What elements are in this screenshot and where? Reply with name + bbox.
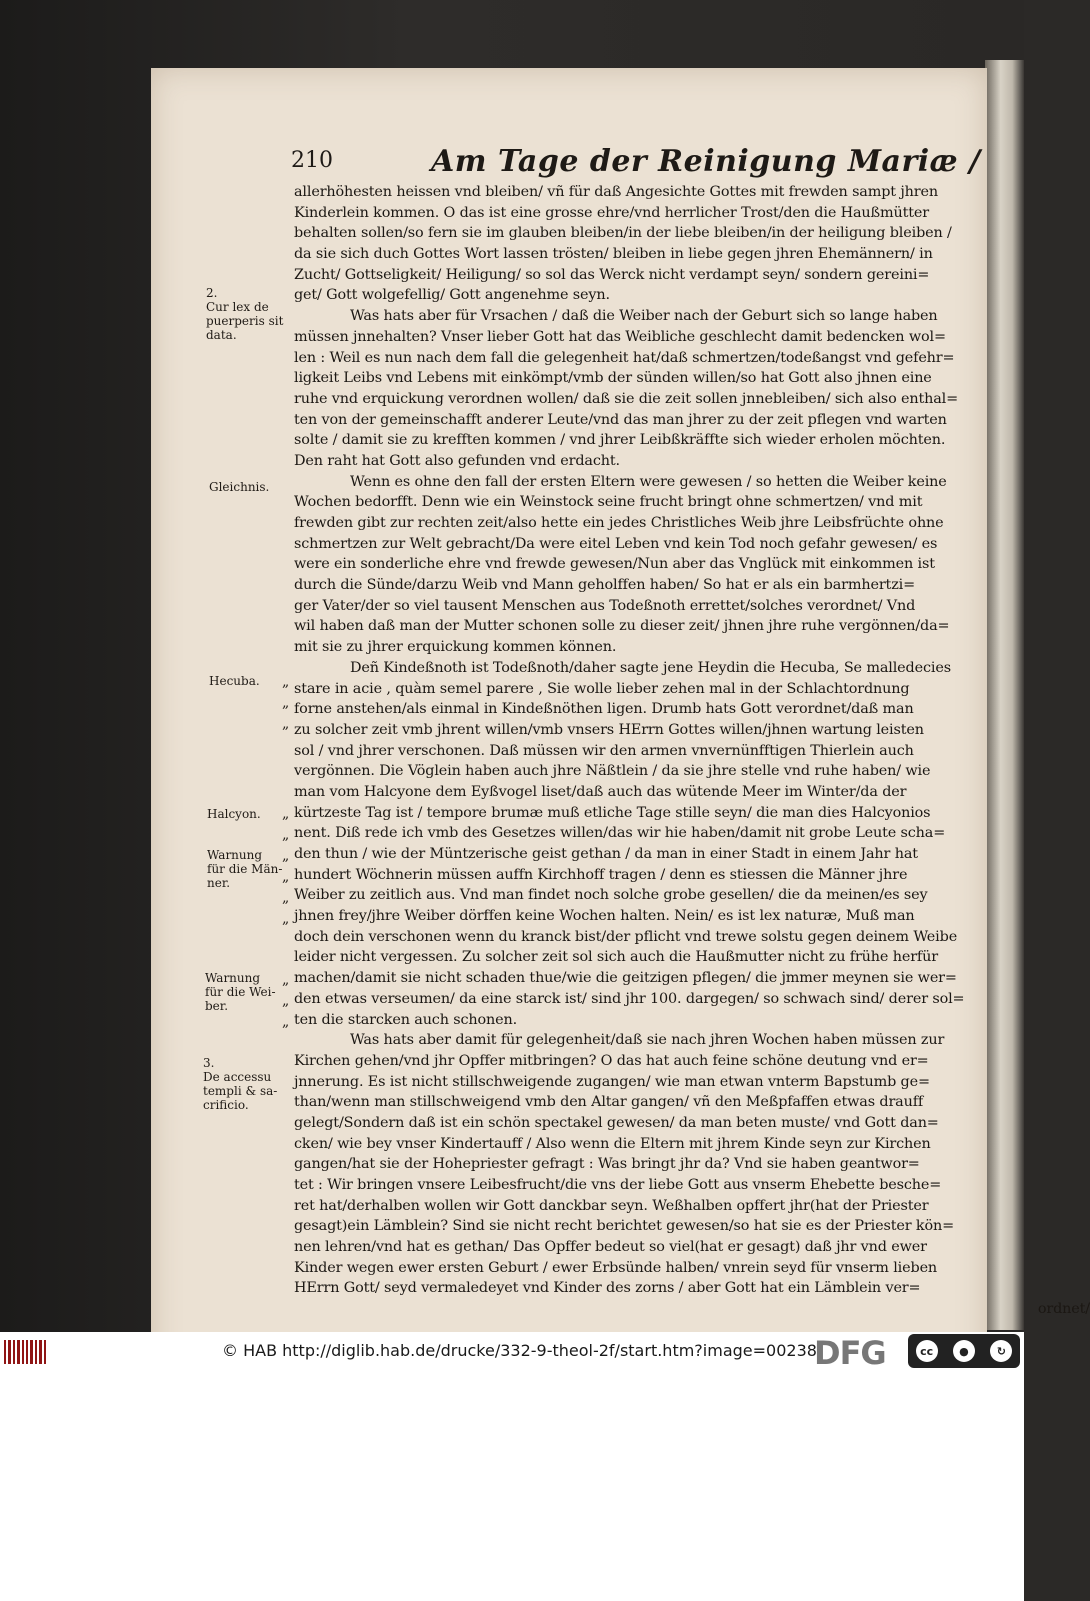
quote-mark: „ <box>282 1014 290 1030</box>
quote-mark: „ <box>282 695 290 711</box>
text-line: allerhöhesten heissen vnd bleiben/ vñ für daß Angesichte Gottes mit frewden sampt jhren <box>294 184 938 200</box>
text-line: len : Weil es nun nach dem fall die gelegenheit hat/daß schmertzen/todeßangst vnd gefehr= <box>294 349 955 366</box>
text-line: ten von der gemeinschafft anderer Leute/vnd das man jhrer zu der zeit pflegen vnd warten <box>294 411 947 428</box>
text-line: vergönnen. Die Vöglein haben auch jhre Näßtlein / da sie jhre stelle vnd ruhe haben/ wie <box>294 763 931 780</box>
text-line: tet : Wir bringen vnsere Leibesfrucht/die vns der liebe Gott aus vnserm Ehebette besche= <box>294 1177 942 1193</box>
quote-mark: „ <box>282 827 290 843</box>
cc-icon: cc <box>916 1340 938 1362</box>
text-line: durch die Sünde/darzu Weib vnd Mann geholffen haben/ So hat er als ein barmhertzi= <box>294 577 915 594</box>
quote-mark: „ <box>282 674 290 690</box>
page-header <box>291 144 991 184</box>
running-title: Am Tage der Reinigung Mariæ / <box>431 144 981 179</box>
text-line: man vom Halcyone dem Eyßvogel liset/daß auch das wütende Meer im Winter/da der <box>294 783 907 800</box>
text-line: ger Vater/der so viel tausent Menschen aus Todeßnoth errettet/solches verordnet/ Vnd <box>294 597 916 614</box>
text-line: zu solcher zeit vmb jhrent willen/vmb vnsers HErrn Gottes willen/jhnen wartung leisten <box>294 721 924 738</box>
quote-mark: „ <box>282 911 290 927</box>
text-line: Den raht hat Gott also gefunden vnd erdacht. <box>294 452 620 469</box>
text-line: ligkeit Leibs vnd Lebens mit einkömpt/vmb der sünden willen/so hat Gott also jhnen eine <box>294 370 932 387</box>
dfg-logo: DFG <box>814 1334 886 1372</box>
text-line: gesagt)ein Lämblein? Sind sie nicht recht berichtet gewesen/so hat sie es der Priester kön= <box>294 1218 954 1235</box>
text-line: doch dein verschonen wenn du kranck bist/der pflicht vnd trewe solstu gegen deinem Weibe <box>294 928 958 945</box>
book-page <box>151 68 1090 1478</box>
page-number: 210 <box>291 148 333 173</box>
text-line: jhnen frey/jhre Weiber dörffen keine Wochen halten. Nein/ es ist lex naturæ, Muß man <box>294 908 915 925</box>
margin-note: Warnung für die Wei- ber. <box>205 971 276 1013</box>
text-line: leider nicht vergessen. Zu solcher zeit sol sich auch die Haußmutter nicht zu frühe herfür <box>294 949 938 966</box>
text-line: kürtzeste Tag ist / tempore brumæ muß etliche Tage stille seyn/ die man dies Halcyonios <box>294 804 931 821</box>
quote-mark: „ <box>282 848 290 864</box>
text-line: gelegt/Sondern daß ist ein schön spectakel gewesen/ da man beten muste/ vnd Gott dan= <box>294 1114 939 1131</box>
text-line: than/wenn man stillschweigend vmb den Altar gangen/ vñ den Meßpfaffen etwas drauff <box>294 1094 924 1111</box>
text-line: sol / vnd jhrer verschonen. Daß müssen wir den armen vnvernünfftigen Thierlein auch <box>294 742 914 759</box>
margin-note: Halcyon. <box>207 807 261 821</box>
text-line: cken/ wie bey vnser Kindertauff / Also wenn die Eltern mit jhrem Kinde seyn zur Kirchen <box>294 1135 931 1152</box>
margin-note: Hecuba. <box>209 674 260 688</box>
margin-note: 2. Cur lex de puerperis sit data. <box>206 286 284 342</box>
text-line: Was hats aber für Vrsachen / daß die Weiber nach der Geburt sich so lange haben <box>350 308 938 325</box>
text-line: Wochen bedorfft. Denn wie ein Weinstock seine frucht bringt ohne schmertzen/ vnd mit <box>294 494 923 511</box>
text-line: hundert Wöchnerin müssen auffn Kirchhoff tragen / denn es stiessen die Männer jhre <box>294 866 908 883</box>
margin-note: Gleichnis. <box>209 480 270 494</box>
text-line: solte / damit sie zu krefften kommen / vnd jhrer Leibßkräffte sich wieder erholen möchten. <box>294 432 946 449</box>
text-line: mit sie zu jhrer erquickung kommen können. <box>294 639 617 656</box>
text-line: forne anstehen/als einmal in Kindeßnöthen ligen. Drumb hats Gott verordnet/daß man <box>294 701 914 718</box>
text-line: den etwas verseumen/ da eine starck ist/ sind jhr 100. dargegen/ so schwach sind/ derer sol= <box>294 990 965 1007</box>
quote-mark: „ <box>282 972 290 988</box>
text-line: jnnerung. Es ist nicht stillschweigende zugangen/ wie man etwan vnterm Bapstumb ge= <box>294 1073 930 1090</box>
margin-note: 3. De accessu templi & sa- crificio. <box>203 1056 278 1112</box>
text-line: behalten sollen/so fern sie im glauben bleiben/in der liebe bleiben/in der heiligung bleiben / <box>294 225 952 242</box>
text-line: wil haben daß man der Mutter schonen solle zu dieser zeit/ jhnen jhre ruhe vergönnen/da= <box>294 618 950 635</box>
quote-mark: „ <box>282 993 290 1009</box>
text-line: frewden gibt zur rechten zeit/also hette ein jedes Christliches Weib jhre Leibsfrüchte ohne <box>294 515 944 531</box>
text-line: nen lehren/vnd hat es gethan/ Das Opffer bedeut so viel(hat er gesagt) daß jhr vnd ewer <box>294 1239 927 1256</box>
text-line: Kinderlein kommen. O das ist eine grosse ehre/vnd herrlicher Trost/den die Haußmütter <box>294 204 929 221</box>
quote-mark: „ <box>282 869 290 885</box>
text-line: müssen jnnehalten? Vnser lieber Gott hat das Weibliche geschlecht damit bedencken wol= <box>294 328 946 345</box>
copyright-link[interactable]: © HAB http://diglib.hab.de/drucke/332-9-theol-2f/start.htm?image=00238 <box>222 1341 817 1360</box>
footer-bar <box>0 1332 1024 1370</box>
quote-mark: „ <box>282 890 290 906</box>
by-icon: ● <box>953 1340 975 1362</box>
hab-logo-icon <box>4 1340 46 1364</box>
text-line: ruhe vnd erquickung verordnen wollen/ daß sie die zeit sollen jnnebleiben/ sich also enthal= <box>294 390 959 407</box>
text-line: schmertzen zur Welt gebracht/Da were eitel Leben vnd kein Tod noch gefahr gewesen/ es <box>294 535 938 552</box>
text-line: Deñ Kindeßnoth ist Todeßnoth/daher sagte jene Heydin die Hecuba, Se malledecies <box>350 659 951 676</box>
text-line: get/ Gott wolgefellig/ Gott angenehme seyn. <box>294 287 610 304</box>
text-line: nent. Diß rede ich vmb des Gesetzes willen/das wir hie haben/damit nit grobe Leute scha= <box>294 825 946 842</box>
text-line: Zucht/ Gottseligkeit/ Heiligung/ so sol das Werck nicht verdampt seyn/ sondern gereini= <box>294 266 930 283</box>
quote-mark: „ <box>282 716 290 732</box>
text-line: machen/damit sie nicht schaden thue/wie die geitzigen pflegen/ die jmmer meynen sie wer= <box>294 970 957 987</box>
text-line: ret hat/derhalben wollen wir Gott danckbar seyn. Weßhalben opffert jhr(hat der Priester <box>294 1197 929 1214</box>
quote-mark: „ <box>282 806 290 822</box>
text-line: Was hats aber damit für gelegenheit/daß sie nach jhren Wochen haben müssen zur <box>350 1032 945 1049</box>
text-line: da sie sich duch Gottes Wort lassen trösten/ bleiben in liebe gegen jhren Ehemännern/ in <box>294 246 933 263</box>
margin-note: Warnung für die Män- ner. <box>207 848 283 890</box>
text-line: were ein sonderliche ehre vnd frewde gewesen/Nun aber das Vnglück mit einkommen ist <box>294 556 935 573</box>
sa-icon: ↻ <box>990 1340 1012 1362</box>
text-line: gangen/hat sie der Hohepriester gefragt : Was bringt jhr da? Vnd sie haben geantwor= <box>294 1156 920 1173</box>
text-line: HErrn Gott/ seyd vermaledeyet vnd Kinder des zorns / aber Gott hat ein Lämblein ver= <box>294 1280 921 1297</box>
cc-license-badge[interactable] <box>908 1334 1020 1368</box>
text-line: Kirchen gehen/vnd jhr Opffer mitbringen? O das hat auch feine schöne deutung vnd er= <box>294 1052 929 1069</box>
text-line: den thun / wie der Müntzerische geist gethan / da man in einer Stadt in einem Jahr hat <box>294 846 918 862</box>
text-line: ordnet/ <box>1037 1301 1090 1318</box>
text-line: stare in acie , quàm semel parere , Sie wolle lieber zehen mal in der Schlachtordnung <box>294 680 910 697</box>
text-line: Kinder wegen ewer ersten Geburt / ewer Erbsünde halben/ vnrein seyd für vnserm lieben <box>294 1259 938 1276</box>
viewer-footer <box>0 1332 1024 1601</box>
main-text <box>294 182 1090 1320</box>
text-line: Weiber zu zeitlich aus. Vnd man findet noch solche grobe gesellen/ die da meinen/es sey <box>294 887 928 904</box>
text-line: Wenn es ohne den fall der ersten Eltern were gewesen / so hetten die Weiber keine <box>350 473 947 490</box>
text-line: ten die starcken auch schonen. <box>294 1011 518 1028</box>
